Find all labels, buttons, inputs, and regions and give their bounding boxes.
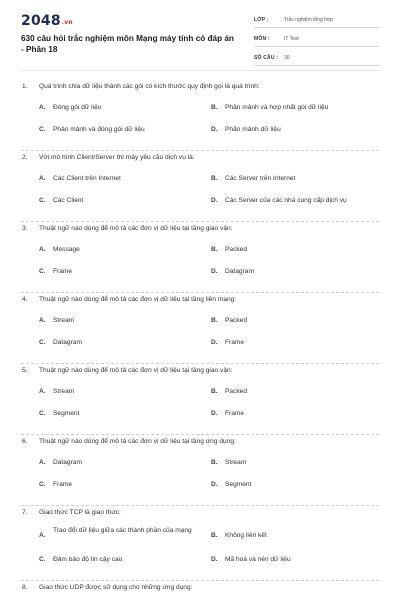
- question-8: [21, 581, 379, 600]
- option-text: Frame: [225, 339, 245, 346]
- question-3: [21, 222, 379, 293]
- option-text: Frame: [53, 268, 73, 275]
- question-text: [22, 296, 378, 303]
- question-number: 1.: [22, 83, 28, 90]
- question-stem: Giao thức TCP là giao thức:: [39, 509, 121, 516]
- option-letter: B.: [211, 175, 218, 182]
- option-letter: D.: [211, 339, 218, 346]
- option-text: Packed: [225, 317, 247, 324]
- option-letter: D.: [211, 556, 218, 563]
- option-letter: A.: [39, 104, 46, 111]
- meta-row-class: [254, 14, 380, 28]
- question-text: [22, 509, 378, 516]
- question-1: [21, 80, 379, 151]
- meta-value: IT Test: [284, 36, 299, 42]
- question-stem: Thuật ngữ nào dùng để mô tả các đơn vị dữ liệu tại tầng liên mạng:: [39, 296, 237, 303]
- question-number: 8.: [22, 584, 28, 591]
- option-letter: A.: [39, 532, 46, 539]
- logo-suffix: .vn: [61, 19, 73, 26]
- option-letter: D.: [211, 268, 218, 275]
- option-letter: A.: [39, 388, 46, 395]
- option-text: Phân mảnh và đóng gói dữ liệu: [53, 126, 145, 133]
- option-text: Phân mảnh và hợp nhất gói dữ liệu: [225, 104, 329, 111]
- option-letter: B.: [211, 388, 218, 395]
- question-text: [22, 225, 378, 232]
- header-divider: [21, 70, 379, 71]
- option-text: Datagram: [225, 268, 254, 275]
- option-letter: D.: [211, 197, 218, 204]
- option-letter: C.: [39, 268, 46, 275]
- option-text: Message: [53, 246, 80, 253]
- question-6: [21, 435, 379, 506]
- question-7: [21, 506, 379, 581]
- option-text: Mã hoá và nén dữ liệu: [225, 556, 291, 563]
- question-stem: Với mô hình Client/Server thì máy yêu cầu dịch vụ là:: [39, 154, 195, 161]
- option-text: Không liên kết: [225, 532, 267, 539]
- document-meta: [254, 14, 380, 71]
- option-text: Đóng gói dữ liệu: [53, 104, 102, 111]
- option-text: Datagram: [53, 339, 82, 346]
- question-stem: Quá trình chia dữ liệu thành các gói có kích thước quy định gọi là quá trình:: [39, 83, 260, 90]
- question-stem: Giao thức UDP được sử dụng cho những ứng dụng:: [39, 584, 193, 591]
- question-5: [21, 364, 379, 435]
- option-text: Đảm bảo độ tin cậy cao: [53, 556, 123, 563]
- option-letter: A.: [39, 175, 46, 182]
- option-letter: B.: [211, 317, 218, 324]
- option-letter: D.: [211, 126, 218, 133]
- option-text: Stream: [225, 459, 247, 466]
- option-text: Segment: [53, 410, 80, 417]
- option-letter: C.: [39, 410, 46, 417]
- option-letter: B.: [211, 532, 218, 539]
- document-title: 630 câu hỏi trắc nghiệm môn Mạng máy tính có đáp án - Phần 18: [21, 34, 234, 54]
- option-letter: A.: [39, 246, 46, 253]
- question-number: 2.: [22, 154, 28, 161]
- question-4: [21, 293, 379, 364]
- option-text: Frame: [53, 481, 73, 488]
- option-text: Các Client: [53, 197, 84, 204]
- option-text: Trao đổi dữ liệu giữa các thành phần của mạng: [53, 527, 192, 534]
- option-text: Packed: [225, 246, 247, 253]
- meta-row-count: [254, 52, 380, 66]
- meta-label: SỐ CÂU :: [254, 55, 279, 61]
- option-text: Phân mảnh dữ liệu: [225, 126, 281, 133]
- question-number: 6.: [22, 438, 28, 445]
- option-letter: D.: [211, 481, 218, 488]
- option-letter: C.: [39, 339, 46, 346]
- option-letter: C.: [39, 126, 46, 133]
- question-text: [22, 154, 378, 161]
- option-letter: A.: [39, 317, 46, 324]
- question-2: [21, 151, 379, 222]
- meta-label: LỚP :: [254, 17, 269, 23]
- option-letter: D.: [211, 410, 218, 417]
- question-text: [22, 438, 378, 445]
- document-header: [0, 0, 400, 70]
- question-number: 4.: [22, 296, 28, 303]
- option-letter: B.: [211, 104, 218, 111]
- question-text: [22, 367, 378, 374]
- option-letter: B.: [211, 459, 218, 466]
- question-text: [22, 584, 378, 591]
- question-text: [22, 83, 378, 90]
- option-text: Các Server trên Internet: [225, 175, 296, 182]
- question-number: 3.: [22, 225, 28, 232]
- option-text: Frame: [225, 410, 245, 417]
- option-letter: B.: [211, 246, 218, 253]
- option-letter: C.: [39, 197, 46, 204]
- question-list: [0, 80, 400, 600]
- question-stem: Thuật ngữ nào dùng để mô tả các đơn vị dữ liệu tại tầng ứng dụng:: [39, 438, 236, 445]
- option-text: Các Server của các nhà cung cấp dịch vụ: [225, 197, 347, 204]
- question-number: 7.: [22, 509, 28, 516]
- option-letter: A.: [39, 459, 46, 466]
- meta-value: 30: [284, 55, 290, 61]
- question-number: 5.: [22, 367, 28, 374]
- option-text: Segment: [225, 481, 252, 488]
- option-text: Stream: [53, 317, 75, 324]
- question-stem: Thuật ngữ nào dùng để mô tả các đơn vị dữ liệu tại tầng giao vận:: [39, 225, 233, 232]
- logo-main: 2048: [21, 13, 61, 29]
- meta-row-subject: [254, 33, 380, 47]
- option-text: Datagram: [53, 459, 82, 466]
- site-logo[interactable]: [21, 13, 73, 29]
- meta-value: Trắc nghiệm tổng hợp: [284, 17, 333, 23]
- option-letter: C.: [39, 481, 46, 488]
- option-text: Stream: [53, 388, 75, 395]
- meta-label: MÔN :: [254, 36, 270, 42]
- question-stem: Thuật ngữ nào dùng để mô tả các đơn vị dữ liệu tại tầng giao vận:: [39, 367, 233, 374]
- option-letter: C.: [39, 556, 46, 563]
- option-text: Packed: [225, 388, 247, 395]
- option-text: Các Client trên Internet: [53, 175, 121, 182]
